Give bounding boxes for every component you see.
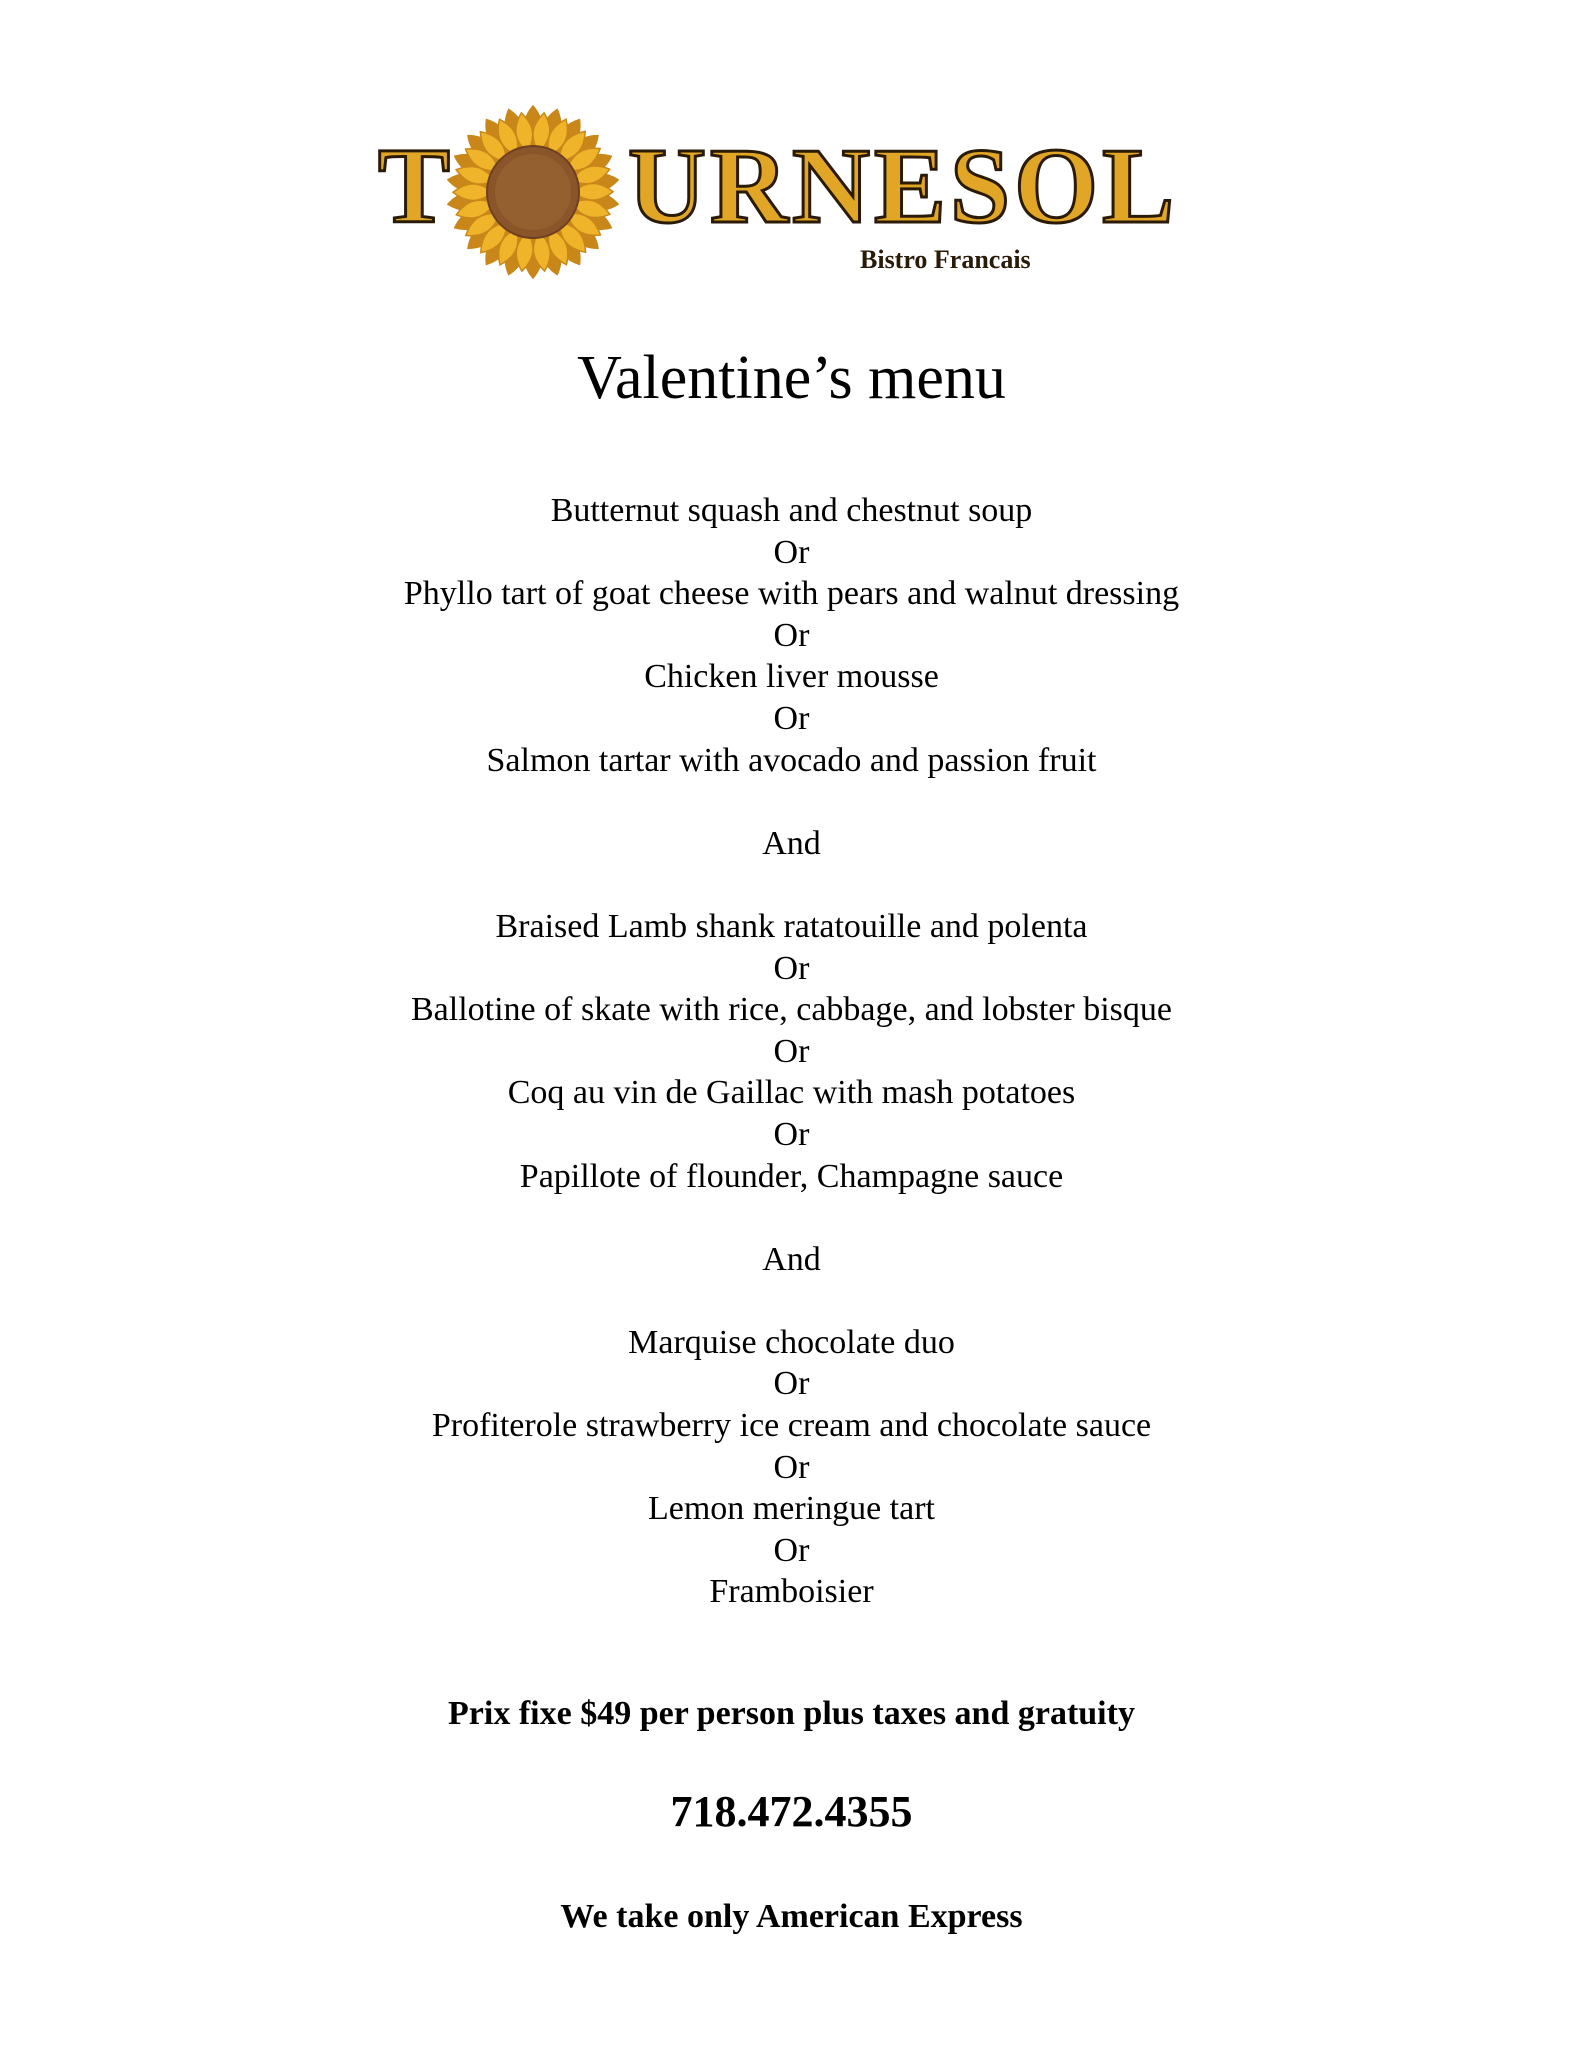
or-separator: Or [773,1531,810,1569]
menu-list [0,490,1583,1613]
menu-item: Papillote of flounder, Champagne sauce [519,1157,1064,1195]
or-separator: Or [773,949,810,987]
tournesol-logo [370,100,1190,290]
menu-item: Marquise chocolate duo [628,1323,955,1361]
menu-item: Chicken liver mousse [644,658,939,696]
logo-subtitle: Bistro Francais [860,245,1031,274]
and-separator: And [762,824,821,862]
phone-number: 718.472.4355 [670,1787,913,1836]
spacer [0,1197,1583,1239]
spacer [0,781,1583,823]
or-separator: Or [773,699,810,737]
menu-item: Profiterole strawberry ice cream and chocolate sauce [431,1407,1152,1445]
or-separator: Or [773,1365,810,1403]
logo-letter-t: T [378,127,451,246]
spacer [0,864,1583,906]
menu-item: Braised Lamb shank ratatouille and polenta [495,907,1088,945]
or-separator: Or [773,533,810,571]
menu-item: Lemon meringue tart [647,1490,935,1528]
menu-item: Ballotine of skate with rice, cabbage, and lobster bisque [411,991,1172,1029]
menu-item: Coq au vin de Gaillac with mash potatoes [507,1074,1076,1112]
sunflower-icon [447,106,620,278]
or-separator: Or [773,1448,810,1486]
or-separator: Or [773,1032,810,1070]
price-info: Prix fixe $49 per person plus taxes and gratuity [448,1695,1135,1732]
menu-item: Framboisier [709,1573,874,1611]
logo-wordmark-rest: URNESOL [628,127,1179,246]
menu-item: Salmon tartar with avocado and passion fruit [486,741,1097,779]
or-separator: Or [773,616,810,654]
payment-info: We take only American Express [560,1898,1023,1935]
menu-item: Phyllo tart of goat cheese with pears and walnut dressing [403,575,1180,613]
page-title: Valentine’s menu [577,344,1006,412]
menu-item: Butternut squash and chestnut soup [550,492,1033,529]
sunflower-logo-graphic [370,100,1190,290]
and-separator: And [762,1240,821,1278]
spacer [0,1280,1583,1322]
or-separator: Or [773,1115,810,1153]
